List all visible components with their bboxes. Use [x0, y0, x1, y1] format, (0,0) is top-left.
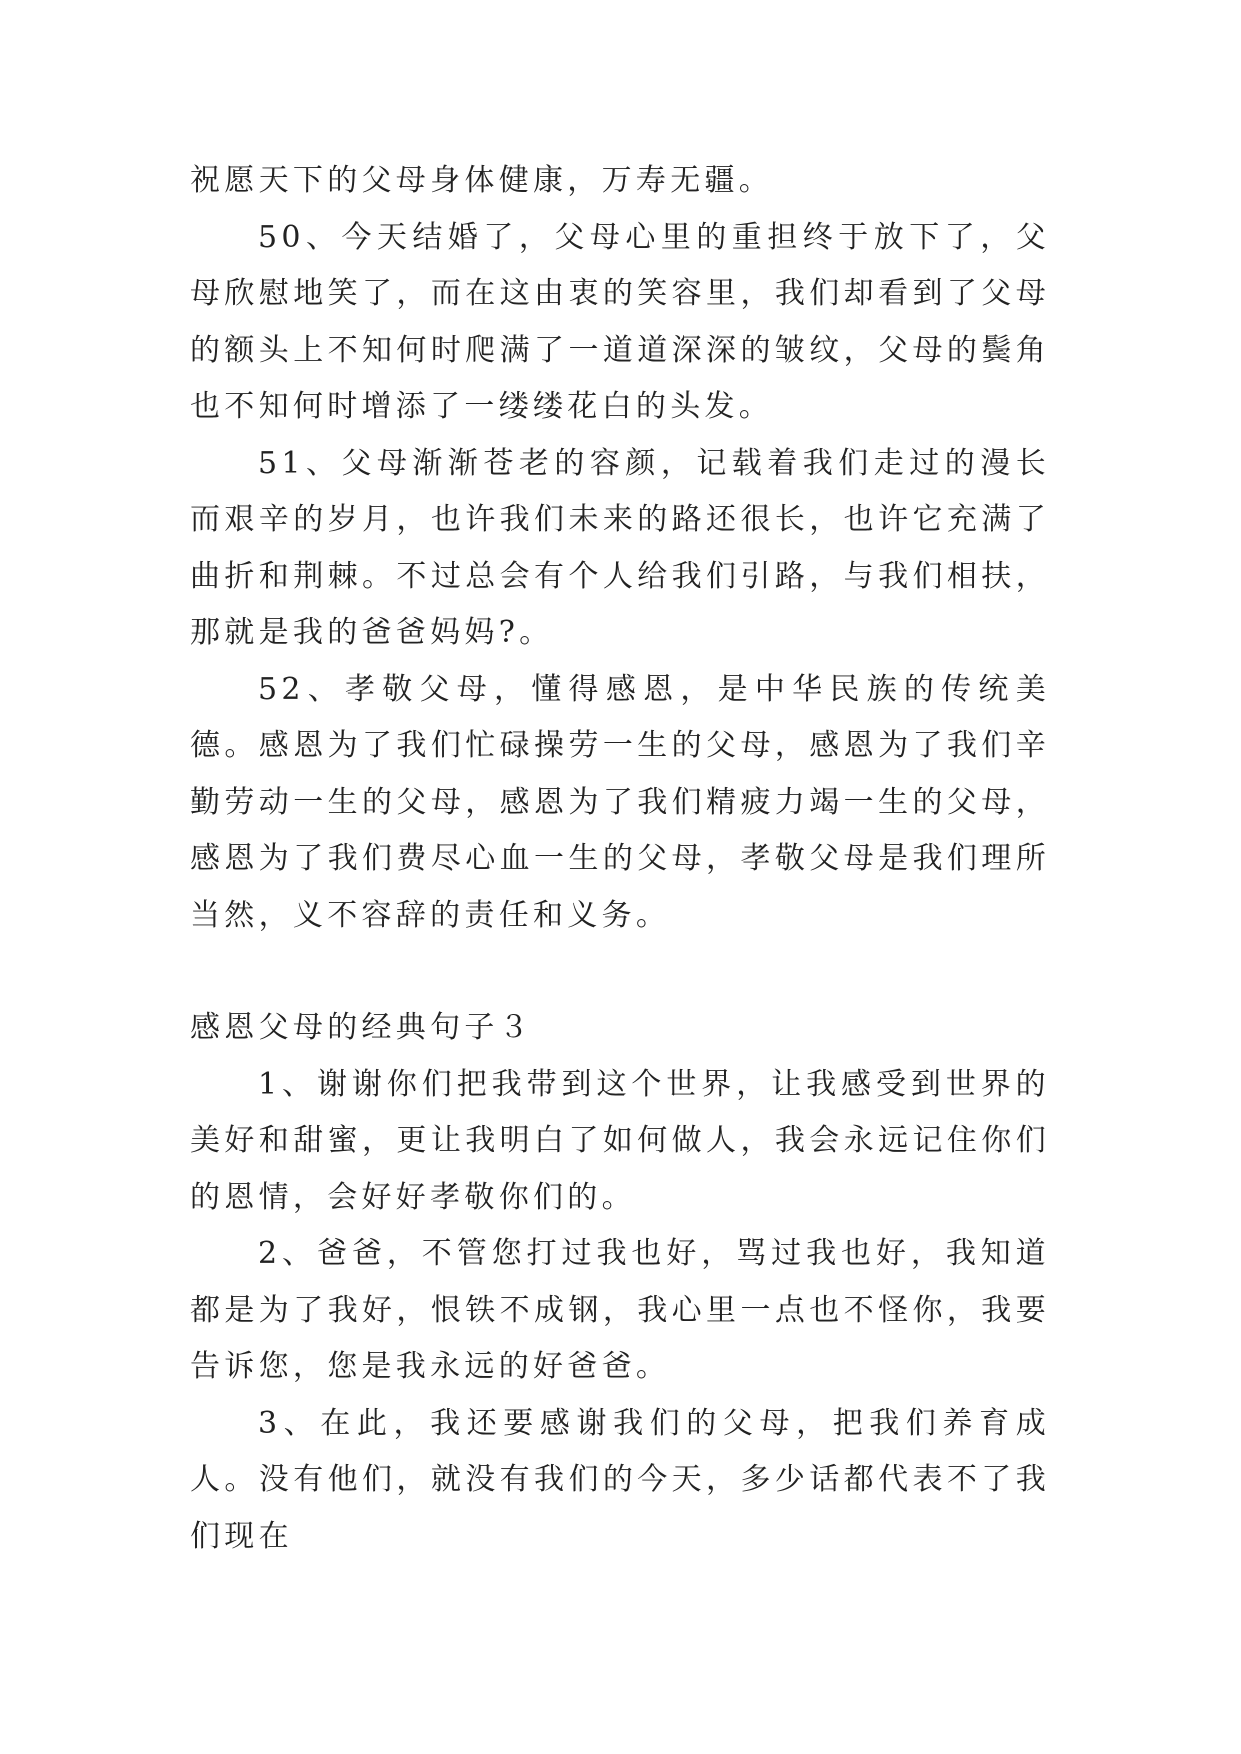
paragraph-item-3: 3、在此，我还要感谢我们的父母，把我们养育成人。没有他们，就没有我们的今天，多少话都代表不了我们现在 [190, 1405, 1050, 1554]
paragraph-item-2: 2、爸爸，不管您打过我也好，骂过我也好，我知道都是为了我好，恨铁不成钢，我心里一点也不怪你，我要告诉您，您是我永远的好爸爸。 [190, 1236, 1050, 1384]
paragraph-continuation: 祝愿天下的父母身体健康，万寿无疆。 [190, 163, 774, 198]
section-spacer [190, 944, 1050, 1000]
paragraph-item-50: 50、今天结婚了，父母心里的重担终于放下了，父母欣慰地笑了，而在这由衷的笑容里，我们却看到了父母的额头上不知何时爬满了一道道深深的皱纹，父母的鬓角也不知何时增添了一缕缕花白的头发。 [190, 219, 1050, 424]
paragraph-item-51: 51、父母渐渐苍老的容颜，记载着我们走过的漫长而艰辛的岁月，也许我们未来的路还很长，也许它充满了曲折和荆棘。不过总会有个人给我们引路，与我们相扶，那就是我的爸爸妈妈?。 [190, 445, 1050, 650]
paragraph-item-52: 52、孝敬父母，懂得感恩，是中华民族的传统美德。感恩为了我们忙碌操劳一生的父母，感恩为了我们辛勤劳动一生的父母，感恩为了我们精疲力竭一生的父母，感恩为了我们费尽心血一生的父母，孝敬父母是我们理所当然，义不容辞的责任和义务。 [190, 671, 1050, 933]
section-heading: 感恩父母的经典句子３ [190, 1010, 533, 1045]
document-body [190, 153, 1050, 1565]
paragraph-item-1: 1、谢谢你们把我带到这个世界，让我感受到世界的美好和甜蜜，更让我明白了如何做人，我会永远记住你们的恩情，会好好孝敬你们的。 [190, 1066, 1050, 1215]
